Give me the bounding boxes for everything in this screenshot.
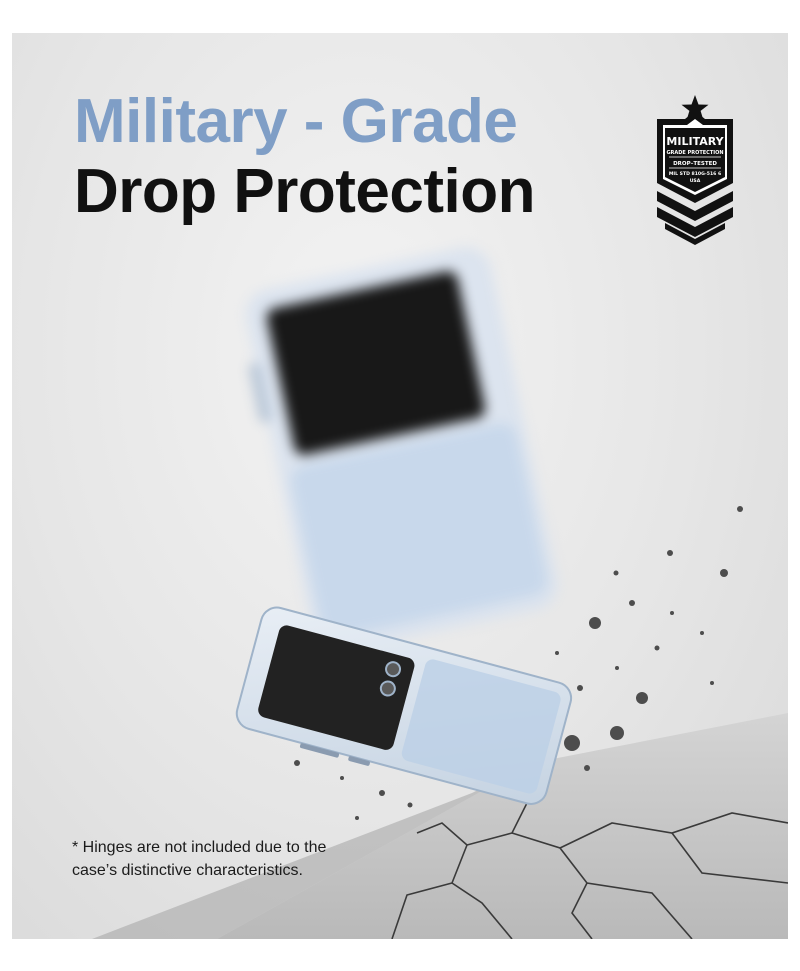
footnote-line-2: case’s distinctive characteristics. — [72, 862, 303, 879]
badge-subtitle: GRADE PROTECTION — [666, 150, 724, 156]
product-banner — [12, 33, 788, 939]
badge-country: USA — [689, 179, 701, 184]
headline-line-2: Drop Protection — [74, 157, 535, 226]
headline — [74, 87, 535, 226]
footnote-line-1: * Hinges are not included due to the — [72, 839, 327, 856]
hinge-disclaimer — [72, 836, 326, 882]
military-grade-badge — [655, 95, 735, 245]
badge-tested: DROP–TESTED — [673, 161, 717, 167]
badge-standard: MIL STD 810G-516 6 — [668, 172, 722, 177]
headline-line-1: Military - Grade — [74, 87, 518, 156]
falling-phone-blurred — [233, 243, 562, 659]
badge-title: MILITARY — [666, 135, 724, 148]
